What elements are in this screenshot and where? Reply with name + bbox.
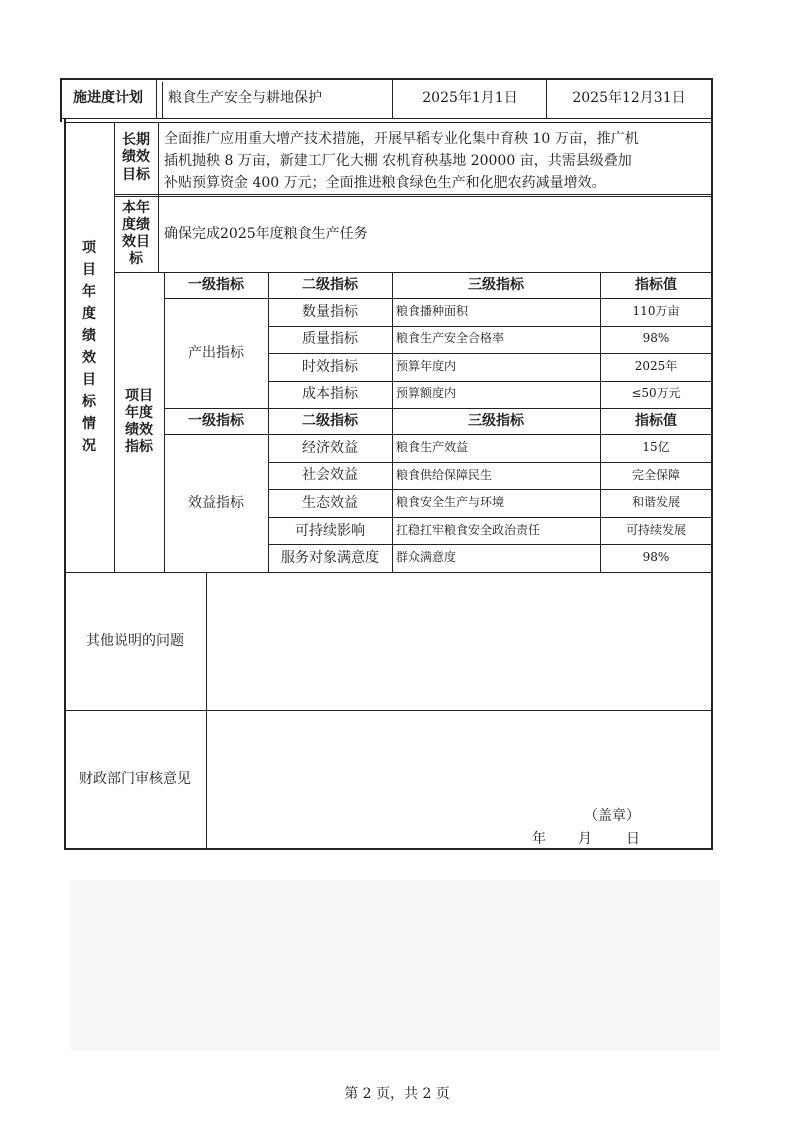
grid-line [64, 848, 713, 850]
section-label-char: 绩 [82, 328, 96, 344]
other-notes-label: 其他说明的问题 [86, 632, 184, 649]
long-term-label [114, 122, 158, 194]
output-value: 2025年 [634, 358, 678, 373]
long-term-text-line1: 全面推广应用重大增产技术措施，开展早稻专业化集中育秧 10 万亩，推广机 [164, 131, 639, 147]
grid-line [268, 544, 713, 545]
section-label-performance-goals [64, 122, 114, 572]
benefit-level2: 服务对象满意度 [281, 550, 379, 567]
grid-line [156, 78, 157, 118]
grid-line [114, 272, 713, 273]
output-level2: 时效指标 [302, 358, 358, 375]
scan-shadow [70, 880, 720, 1050]
grid-line [64, 122, 713, 123]
finance-review-day: 日 [626, 831, 640, 847]
grid-line [268, 272, 269, 572]
section-label-char: 项 [82, 240, 96, 256]
indicators-label-line2: 年度 [125, 404, 153, 421]
section-label-char: 情 [82, 416, 96, 432]
grid-line [546, 78, 547, 118]
grid-line [268, 353, 713, 354]
indicators-label-line4: 指标 [125, 439, 153, 456]
finance-review-label: 财政部门审核意见 [79, 770, 191, 787]
grid-line [114, 196, 713, 197]
finance-review-month: 月 [578, 831, 592, 847]
grid-line [268, 517, 713, 518]
indicators-label-line3: 绩效 [125, 422, 153, 438]
benefit-level2: 可持续影响 [295, 522, 365, 539]
output-value: 98% [642, 331, 670, 346]
schedule-start-date: 2025年1月1日 [422, 89, 518, 106]
benefit-level2: 经济效益 [302, 439, 358, 456]
finance-review-year: 年 [532, 831, 546, 847]
grid-line [114, 122, 115, 572]
benefit-value: 和谐发展 [631, 495, 680, 510]
page-footer: 第 2 页，共 2 页 [344, 1085, 450, 1102]
grid-line [158, 122, 159, 272]
section-label-char: 目 [82, 262, 96, 278]
grid-line [164, 298, 713, 299]
grid-line [206, 572, 207, 848]
annual-label-line2: 度绩 [122, 216, 150, 233]
annual-label-line1: 本年 [122, 199, 150, 216]
benefit-level3: 粮食供给保障民生 [396, 467, 493, 482]
output-level3: 预算额度内 [396, 386, 457, 401]
output-value: 110万亩 [632, 303, 680, 318]
section-label-char: 度 [82, 306, 96, 322]
header-level3: 三级指标 [468, 276, 524, 293]
output-category: 产出指标 [188, 344, 244, 361]
output-level2: 数量指标 [302, 303, 358, 320]
benefit-level3: 扛稳扛牢粮食安全政治责任 [396, 522, 541, 537]
header-level2: 二级指标 [302, 276, 358, 293]
benefit-value: 15亿 [642, 440, 670, 454]
grid-line [164, 272, 165, 572]
header-value: 指标值 [635, 276, 677, 293]
benefit-value: 98% [642, 550, 670, 565]
benefit-value: 完全保障 [631, 467, 680, 482]
benefit-value: 可持续发展 [625, 522, 686, 537]
grid-line [64, 572, 713, 573]
grid-line [114, 194, 713, 195]
header-level1-2: 一级指标 [188, 412, 244, 429]
grid-line [64, 710, 713, 711]
grid-line [268, 462, 713, 463]
output-value: ≤50万元 [631, 386, 681, 401]
output-level3: 预算年度内 [396, 358, 457, 373]
grid-line [164, 408, 713, 409]
grid-line [600, 272, 601, 572]
grid-line [60, 118, 713, 119]
section-label-char: 目 [82, 372, 96, 388]
output-level2: 质量指标 [302, 331, 358, 348]
schedule-label: 施进度计划 [73, 89, 143, 106]
long-term-label-line1: 长期 [122, 132, 150, 149]
section-label-char: 标 [82, 394, 96, 410]
indicators-label-line1: 项目 [125, 387, 153, 404]
long-term-label-line2: 绩效 [122, 149, 150, 166]
benefit-level3: 粮食生产效益 [396, 440, 469, 454]
schedule-end-date: 2025年12月31日 [572, 89, 686, 106]
indicators-label [114, 272, 164, 572]
grid-line [60, 78, 62, 122]
header-level2-2: 二级指标 [302, 412, 358, 429]
benefit-level3: 粮食安全生产与环境 [396, 495, 505, 510]
benefit-category: 效益指标 [188, 494, 244, 511]
grid-line [164, 434, 713, 435]
output-level3: 粮食播种面积 [396, 303, 469, 318]
benefit-level2: 生态效益 [302, 494, 358, 511]
annual-label-line3: 效目 [122, 234, 150, 250]
annual-text: 确保完成2025年度粮食生产任务 [164, 225, 368, 242]
annual-label-line4: 标 [129, 251, 143, 268]
section-label-char: 况 [82, 438, 96, 454]
header-level3-2: 三级指标 [468, 412, 524, 429]
long-term-text-line3: 补贴预算资金 400 万元；全面推进粮食绿色生产和化肥农药减量增效。 [164, 175, 606, 191]
grid-line [268, 326, 713, 327]
section-label-char: 年 [82, 284, 96, 300]
output-level3: 粮食生产安全合格率 [396, 331, 505, 346]
grid-line [392, 272, 393, 572]
grid-line [268, 381, 713, 382]
long-term-text [164, 128, 712, 194]
grid-line [64, 118, 66, 850]
grid-line [268, 489, 713, 490]
finance-review-seal: （盖章） [584, 807, 640, 824]
schedule-task: 粮食生产安全与耕地保护 [168, 89, 322, 106]
long-term-label-line3: 目标 [122, 166, 150, 183]
annual-label [114, 196, 158, 272]
other-notes-content [206, 572, 712, 710]
grid-line [60, 78, 713, 80]
grid-line [392, 78, 393, 118]
output-level2: 成本指标 [302, 386, 358, 403]
benefit-level2: 社会效益 [302, 467, 358, 484]
header-level1: 一级指标 [188, 276, 244, 293]
benefit-level3: 群众满意度 [396, 550, 457, 565]
grid-line [162, 82, 163, 118]
header-value-2: 指标值 [635, 412, 677, 429]
section-label-char: 效 [82, 350, 96, 366]
long-term-text-line2: 插机抛秧 8 万亩，新建工厂化大棚 农机育秧基地 20000 亩，共需县级叠加 [164, 153, 632, 169]
